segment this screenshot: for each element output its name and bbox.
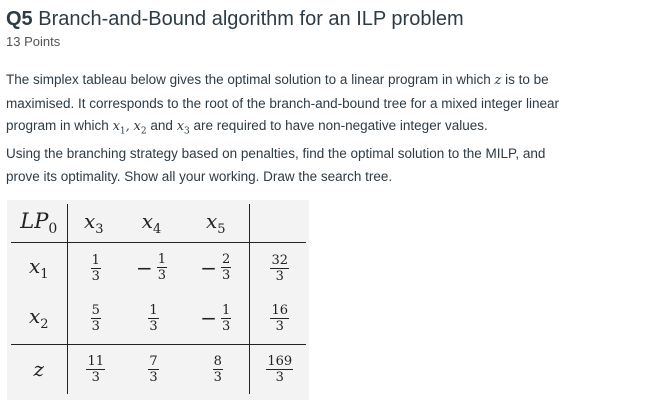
math-x1: $x_1$ xyxy=(112,119,126,137)
simplex-tableau xyxy=(7,200,309,400)
cell-z-x3: 11 3 xyxy=(67,344,120,394)
header-rhs xyxy=(249,204,306,242)
math-x2: $x_2$ xyxy=(133,119,147,137)
header-x5: $x_5$ xyxy=(183,204,249,242)
row-label-z: z xyxy=(33,357,45,382)
row-label-x2: $x_2$ xyxy=(11,293,67,344)
body-line-4: Using the branching strategy based on penalties, find the optimal solution to the MILP, and xyxy=(6,146,546,162)
question-title-text: Branch-and-Bound algorithm for an ILP problem xyxy=(38,8,464,30)
body-line-2: maximised. It corresponds to the root of the branch-and-bound tree for a mixed integer linear xyxy=(6,95,560,111)
tableau-corner: $LP_0$ xyxy=(11,204,67,242)
cell-x2-x5: − $\frac{1}{3}$ xyxy=(183,293,249,344)
cell-z-rhs: 169 3 xyxy=(249,344,306,394)
question-number: Q5 xyxy=(6,8,33,30)
cell-x1-x4: − $\frac{1}{3}$ xyxy=(135,252,167,284)
row-label-x1: $x_1$ xyxy=(28,253,49,282)
cell-x1-rhs: 32 3 xyxy=(249,242,306,293)
header-x4: $x_4$ xyxy=(120,204,183,242)
math-x3: $x_3$ xyxy=(176,119,190,137)
header-x3: $x_3$ xyxy=(67,204,120,242)
question-body xyxy=(6,69,659,188)
cell-x1-x5: − $\frac{2}{3}$ xyxy=(200,252,231,284)
tableau-row-z xyxy=(11,344,306,394)
tableau-row-x1 xyxy=(11,242,306,293)
cell-x2-rhs: 16 3 xyxy=(249,293,306,344)
tableau-row-x2 xyxy=(11,293,306,344)
cell-x2-x3: 5 3 xyxy=(67,293,120,344)
body-line-3: program in which $x_1$, $x_2$ and $x_3$ are required to have non-negative integer values. xyxy=(6,118,488,137)
question-points: 13 Points xyxy=(6,34,61,49)
body-line-5: prove its optimality. Show all your working. Draw the search tree. xyxy=(6,168,393,184)
tableau-header-row xyxy=(11,204,306,242)
cell-z-x5: 8 3 xyxy=(213,354,222,386)
cell-z-x4: 7 3 xyxy=(149,354,158,386)
question-title xyxy=(6,6,659,32)
math-z: z xyxy=(494,73,502,88)
body-line-1: The simplex tableau below gives the optimal solution to a linear program in which z is to be xyxy=(6,72,549,88)
cell-x1-x3: 1 3 xyxy=(67,242,120,293)
cell-x2-x4: 1 3 xyxy=(120,293,183,344)
